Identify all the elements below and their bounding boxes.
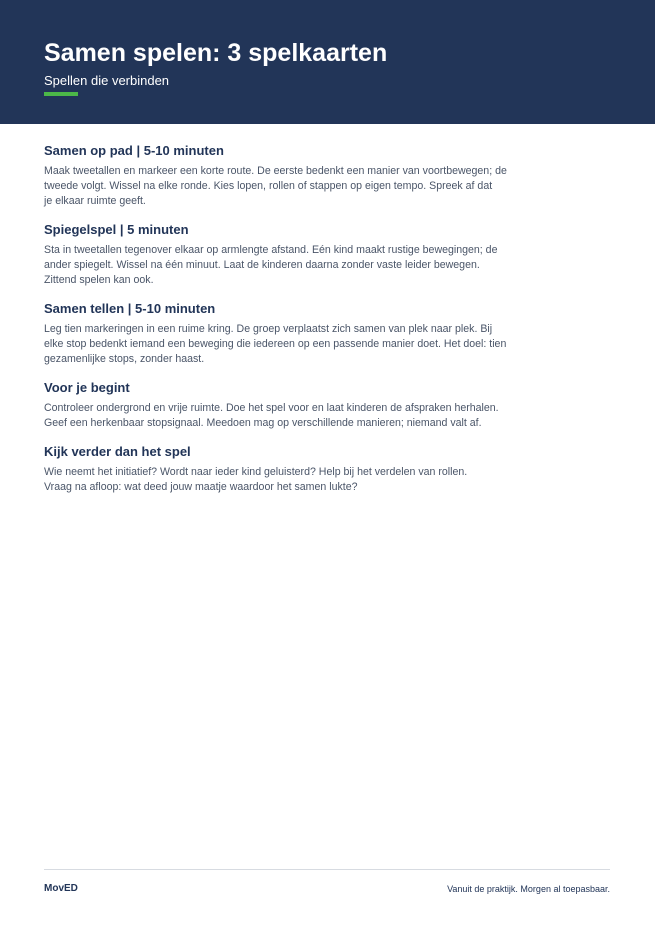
- footer-divider: [44, 869, 610, 870]
- page-title: Samen spelen: 3 spelkaarten: [44, 39, 388, 67]
- body-line: Wie neemt het initiatief? Wordt naar ieder kind geluisterd? Help bij het verdelen van rollen.: [44, 466, 468, 478]
- section-heading: Kijk verder dan het spel: [44, 444, 191, 459]
- section-heading: Samen op pad | 5-10 minuten: [44, 143, 224, 158]
- body-line: Maak tweetallen en markeer een korte route. De eerste bedenkt een manier van voortbewegen; de: [44, 165, 507, 177]
- body-line: tweede volgt. Wissel na elke ronde. Kies lopen, rollen of stappen op eigen tempo. Spreek af dat: [44, 180, 493, 192]
- body-line: elke stop bedenkt iemand een beweging die iedereen op een passende manier doet. Het doel: tien: [44, 338, 507, 350]
- section-heading: Samen tellen | 5-10 minuten: [44, 301, 216, 316]
- main-content: [44, 143, 564, 508]
- section-kijk-verder: [44, 444, 564, 495]
- section-samen-tellen: [44, 301, 564, 367]
- section-body: [44, 243, 564, 288]
- section-heading: Spiegelspel | 5 minuten: [44, 222, 189, 237]
- body-line: Geef een herkenbaar stopsignaal. Meedoen mag op verschillende manieren; niemand valt af.: [44, 417, 482, 429]
- body-line: Leg tien markeringen in een ruime kring. De groep verplaatst zich samen van plek naar plek. Bij: [44, 323, 493, 335]
- section-body: [44, 322, 564, 367]
- body-line: Zittend spelen kan ook.: [44, 274, 154, 286]
- section-body: [44, 401, 564, 431]
- section-voor-je-begint: [44, 380, 564, 431]
- footer-tagline: Vanuit de praktijk. Morgen al toepasbaar.: [447, 884, 610, 894]
- section-spiegelspel: [44, 222, 564, 288]
- body-line: gezamenlijke stops, zonder haast.: [44, 353, 205, 365]
- body-line: Controleer ondergrond en vrije ruimte. Doe het spel voor en laat kinderen de afspraken herhalen.: [44, 402, 499, 414]
- section-heading: Voor je begint: [44, 380, 130, 395]
- section-samen-op-pad: [44, 143, 564, 209]
- page-subtitle: Spellen die verbinden: [44, 73, 170, 88]
- section-body: [44, 465, 564, 495]
- body-line: Sta in tweetallen tegenover elkaar op armlengte afstand. Eén kind maakt rustige bewegingen; de: [44, 244, 498, 256]
- body-line: Vraag na afloop: wat deed jouw maatje waardoor het samen lukte?: [44, 481, 358, 493]
- section-body: [44, 164, 564, 209]
- body-line: je elkaar ruimte geeft.: [44, 195, 146, 207]
- body-line: ander spiegelt. Wissel na één minuut. Laat de kinderen daarna zonder vaste leider bewegen.: [44, 259, 480, 271]
- footer-brand: MovED: [44, 883, 78, 894]
- page-header: [0, 0, 655, 124]
- accent-bar: [44, 92, 78, 96]
